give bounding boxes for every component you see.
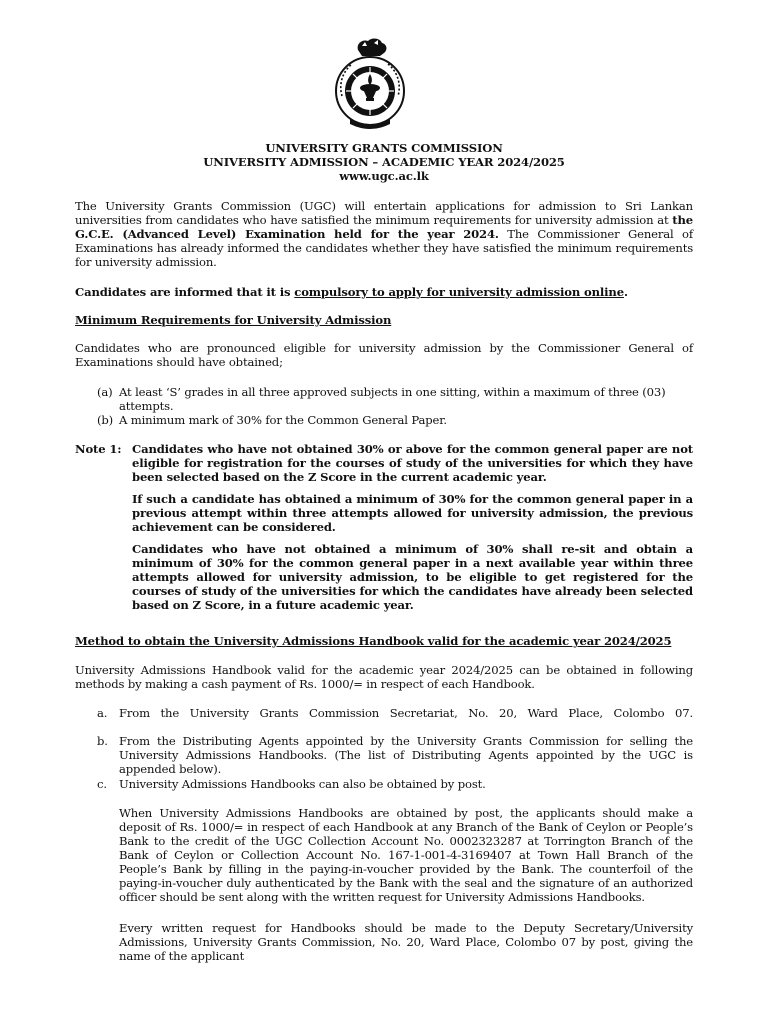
online-notice-text-2: . — [623, 285, 628, 299]
note-label: Note 1: — [75, 442, 122, 456]
min-req-item-a: At least ‘S’ grades in all three approved subjects in one sitting, within a maximum of three (03) attempts. — [119, 385, 666, 413]
min-req-heading: Minimum Requirements for University Admission — [75, 313, 392, 327]
online-notice-underlined: compulsory to apply for university admission online — [294, 285, 624, 299]
handbook-item-label-a: a. — [97, 706, 108, 720]
intro-text-bold: the G.C.E. (Advanced Level) Examination held for the year 2024. — [75, 213, 693, 241]
header-website: www.ugc.ac.lk — [339, 169, 429, 183]
post-paragraph-1: When University Admissions Handbooks are obtained by post, the applicants should make a deposit of Rs. 1000/= in respect of each Handbook at any Branch of the Bank of Ceylon or People’s Bank to the credit of the UGC Collection Account No. 0002323287 at Torrington Branch of the Bank of Ceylon or Collection Account No. 167-1-001-4-3169407 at Town Hall Branch of the People’s Bank by filling in the paying-in-voucher provided by the Bank. The counterfoil of the paying-in-voucher duly authenticated by the Bank with the seal and the signature of an authorized officer should be sent along with the written request for University Admissions Handbooks. — [119, 806, 693, 904]
intro-text-1: The University Grants Commission (UGC) will entertain applications for admission to Sri Lankan universities from candidates who have satisfied the minimum requirements for university admission at — [75, 199, 693, 227]
handbook-item-c: University Admissions Handbooks can also be obtained by post. — [119, 777, 486, 791]
min-req-item-label-b: (b) — [97, 413, 114, 427]
intro-text-2: The Commissioner General of Examinations has already informed the candidates whether they have satisfied the minimum requirements for university admission. — [75, 227, 693, 269]
online-notice-text-1: Candidates are informed that it is — [75, 285, 295, 299]
online-notice — [75, 285, 693, 299]
handbook-item-a: From the University Grants Commission Secretariat, No. 20, Ward Place, Colombo 07. — [119, 706, 693, 720]
header-subtitle: UNIVERSITY ADMISSION – ACADEMIC YEAR 2024/2025 — [203, 155, 565, 169]
handbook-item-label-c: c. — [97, 777, 107, 791]
ugc-emblem-logo — [332, 36, 408, 134]
note-paragraph-2: If such a candidate has obtained a minimum of 30% for the common general paper in a previous attempt within three attempts allowed for university admission, the previous achievement can be considered. — [132, 492, 693, 534]
intro-paragraph — [75, 199, 693, 269]
handbook-item-b: From the Distributing Agents appointed by the University Grants Commission for selling the University Admissions Handbooks. (The list of Distributing Agents appointed by the UGC is appended below). — [119, 734, 693, 776]
header-title: UNIVERSITY GRANTS COMMISSION — [265, 141, 503, 155]
handbook-heading: Method to obtain the University Admissions Handbook valid for the academic year 2024/2025 — [75, 634, 672, 648]
note-paragraph-3: Candidates who have not obtained a minimum of 30% shall re-sit and obtain a minimum of 30% for the common general paper in a next available year within three attempts allowed for university admission, to be eligible to get registered for the courses of study of the universities for which the candidates have already been selected based on Z Score, in a future academic year. — [132, 542, 693, 612]
min-req-item-b: A minimum mark of 30% for the Common General Paper. — [119, 413, 447, 427]
handbook-item-label-b: b. — [97, 734, 108, 748]
post-paragraph-2: Every written request for Handbooks should be made to the Deputy Secretary/University Admissions, University Grants Commission, No. 20, Ward Place, Colombo 07 by post, giving the name of the applicant — [119, 921, 693, 963]
handbook-intro: University Admissions Handbook valid for the academic year 2024/2025 can be obtained in following methods by making a cash payment of Rs. 1000/= in respect of each Handbook. — [75, 663, 693, 691]
min-req-intro: Candidates who are pronounced eligible for university admission by the Commissioner General of Examinations should have obtained; — [75, 341, 693, 369]
min-req-item-label-a: (a) — [97, 385, 113, 399]
note-paragraph-1: Candidates who have not obtained 30% or above for the common general paper are not eligible for registration for the courses of study of the universities for which they have been selected based on the Z Score in the current academic year. — [132, 442, 693, 484]
